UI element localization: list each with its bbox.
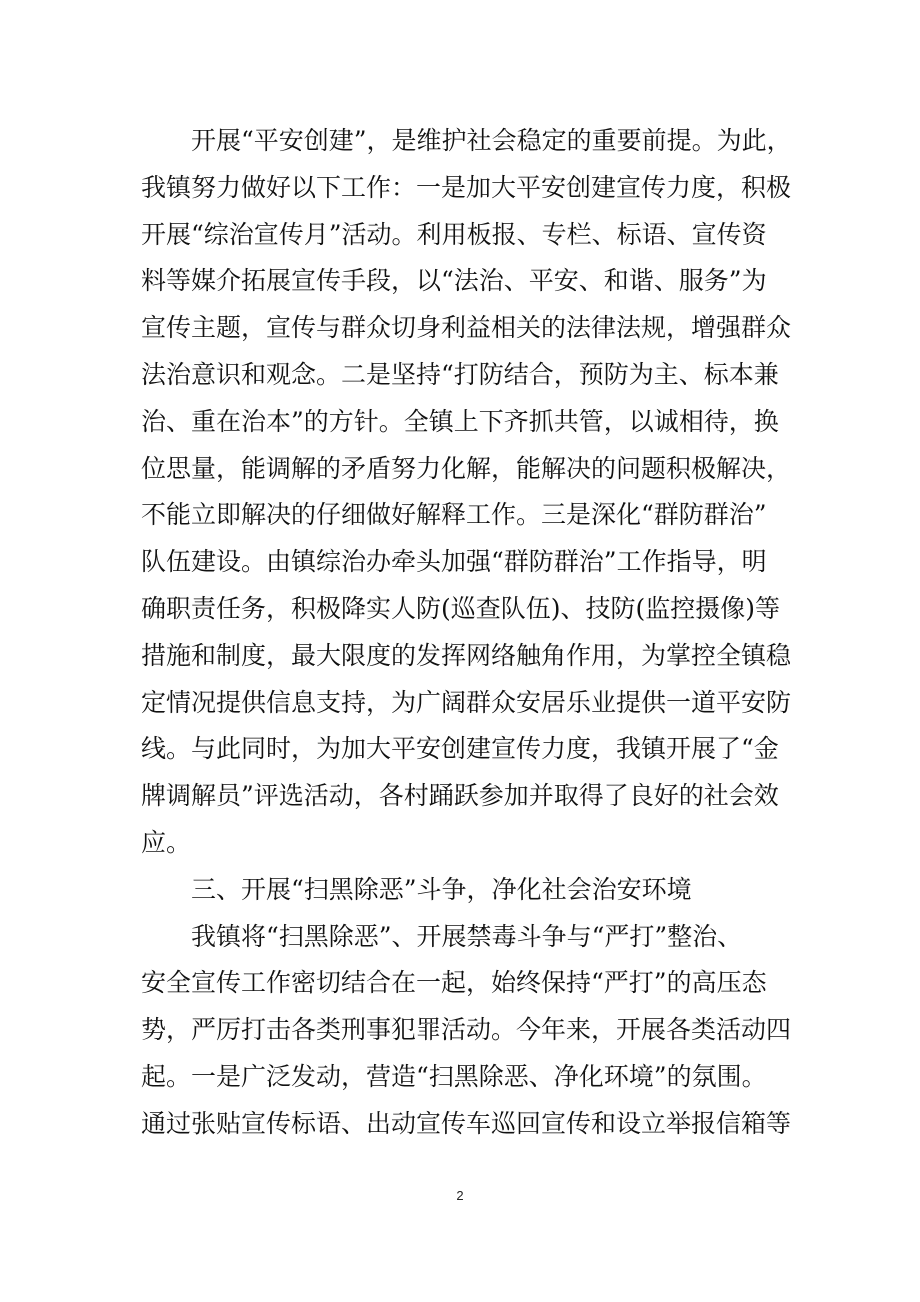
page-number: 2	[456, 1188, 464, 1203]
paragraph-line: 法治意识和观念。二是坚持“打防结合，预防为主、标本兼	[141, 359, 779, 389]
section-heading: 三、开展“扫黑除恶”斗争，净化社会治安环境	[191, 874, 692, 904]
paragraph-line: 开展“综治宣传月”活动。利用板报、专栏、标语、宣传资	[141, 219, 767, 249]
paragraph-line: 安全宣传工作密切结合在一起，始终保持“严打”的高压态	[141, 968, 767, 998]
paragraph-line: 起。一是广泛发动，营造“扫黑除恶、净化环境”的氛围。	[141, 1061, 767, 1091]
paragraph-line: 应。	[141, 827, 192, 857]
paragraph-line: 通过张贴宣传标语、出动宣传车巡回宣传和设立举报信箱等	[141, 1108, 792, 1138]
paragraph-line: 我镇将“扫黑除恶”、开展禁毒斗争与“严打”整治、	[191, 921, 743, 951]
paragraph-line: 不能立即解决的仔细做好解释工作。三是深化“群防群治”	[141, 500, 767, 530]
paragraph-line: 料等媒介拓展宣传手段，以“法治、平安、和谐、服务”为	[141, 266, 767, 296]
body-text	[141, 118, 801, 1148]
paragraph-line: 定情况提供信息支持，为广阔群众安居乐业提供一道平安防	[141, 687, 792, 717]
paragraph-line: 措施和制度，最大限度的发挥网络触角作用，为掌控全镇稳	[141, 640, 792, 670]
paragraph-line: 队伍建设。由镇综治办牵头加强“群防群治”工作指导，明	[141, 547, 767, 577]
paragraph-line: 我镇努力做好以下工作：一是加大平安创建宣传力度，积极	[141, 172, 792, 202]
paragraph-line: 牌调解员”评选活动，各村踊跃参加并取得了良好的社会效	[141, 781, 779, 811]
paragraph-line: 位思量，能调解的矛盾努力化解，能解决的问题积极解决，	[141, 453, 792, 483]
paragraph-line: 宣传主题，宣传与群众切身利益相关的法律法规，增强群众	[141, 313, 792, 343]
paragraph-line: 线。与此同时，为加大平安创建宣传力度，我镇开展了“金	[141, 734, 779, 764]
paragraph-line: 治、重在治本”的方针。全镇上下齐抓共管，以诚相待，换	[141, 406, 779, 436]
paragraph-line: 势，严厉打击各类刑事犯罪活动。今年来，开展各类活动四	[141, 1015, 792, 1045]
paragraph-line: 确职责任务，积极降实人防(巡查队伍)、技防(监控摄像)等	[141, 593, 781, 623]
paragraph-line: 开展“平安创建”，是维护社会稳定的重要前提。为此，	[191, 126, 792, 155]
